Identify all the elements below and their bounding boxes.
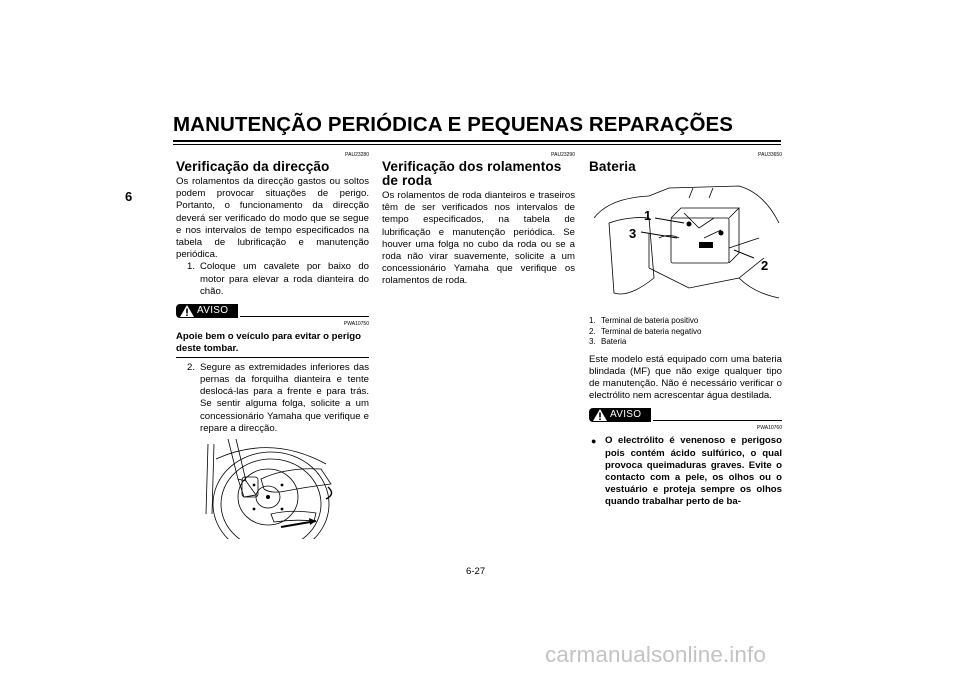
caption-number: 2. [589,326,596,336]
step-item [176,261,369,298]
section-code: PAU33650 [758,152,782,158]
section-text: Os rolamentos de roda dianteiros e traseiros têm de ser verificados nos intervalos de tempo especificados, na tabela de lubrificação e manutenção periódica. Se houver uma folga no cubo da roda ou se a roda não virar suavemente, solicite a um concessionário Yamaha que verifique os rolamentos de roda. [382,190,575,287]
battery-section [589,150,782,509]
warning-code: PWA10760 [756,425,782,432]
warning-text: Apoie bem o veículo para evitar o perigo deste tombar. [176,331,361,355]
caption-item [589,316,782,327]
page-number: 6-27 [466,566,486,577]
section-heading: Verificação dos rolamentos de roda [382,159,562,188]
section-code: PAU23290 [551,152,575,158]
callout-label: 3 [629,226,637,241]
warning-rule [653,420,782,421]
front-wheel-figure [176,439,369,539]
chapter-number: 6 [125,189,133,204]
warning-triangle-icon [593,409,607,421]
section-heading: Bateria [589,159,636,174]
step-text: Coloque um cavalete por baixo do motor para elevar a roda dianteira do chão. [200,261,369,297]
caption-text: Terminal de bateria positivo [601,316,699,325]
header-rule [173,140,781,142]
warning-bullet [589,435,782,508]
caption-item [589,327,782,338]
figure-caption [589,316,782,348]
battery-figure [589,178,782,308]
warning-header [176,304,369,318]
warning-header [589,408,782,422]
step-text: Segure as extremidades inferiores das pernas da forquilha dianteira e tente deslocá-las para a frente e para trás. Se sentir alguma folga, solicite a um concessionário Yamaha que verifique e repare a direcção. [200,361,369,434]
callout-label: 2 [761,258,769,273]
section-text: Este modelo está equipado com uma bateria blindada (MF) que não exige qualquer tipo de manutenção. Não é necessário verificar o electrólito nem acrescentar água destilada. [589,353,782,402]
warning-badge [589,408,651,422]
section-heading: Verificação da direcção [176,159,330,174]
page-header-title: MANUTENÇÃO PERIÓDICA E PEQUENAS REPARAÇÕES [173,113,734,136]
section-code: PAU23280 [345,152,369,158]
warning-label: AVISO [197,305,229,317]
warning-rule [240,316,369,317]
caption-item [589,337,782,348]
caption-number: 3. [589,337,596,346]
step-item [176,362,369,435]
callout-label: 1 [644,208,652,223]
warning-triangle-icon [180,305,194,317]
bullet-icon: ● [591,436,597,447]
front-wheel-illustration [176,439,369,543]
warning-badge [176,304,238,318]
warning-text: O electrólito é venenoso e perigoso pois contém ácido sulfúrico, o qual provoca queimaduras graves. Evite o contacto com a pele, os olhos ou o vestuário e proteja sempre os olhos quando trabalhar perto de ba- [605,435,782,508]
caption-text: Bateria [601,337,627,346]
battery-illustration [589,178,782,308]
warning-code: PWA10750 [343,321,369,328]
warning-end-rule [176,357,369,358]
warning-label: AVISO [610,409,642,421]
watermark: carmanualsonline.info [545,642,766,667]
caption-number: 1. [589,316,596,325]
step-number: 1. [186,261,195,273]
header-rule-thin [173,144,781,145]
caption-text: Terminal de bateria negativo [601,326,702,336]
wheel-bearings-section [382,150,575,288]
section-intro: Os rolamentos da direcção gastos ou soltos podem provocar situações de perigo. Portanto, o funcionamento da direcção deverá ser verificado do modo que se segue e nos intervalos de tempo especificados na tabela de lubrificação e manutenção periódica. [176,176,369,261]
steering-section [176,150,369,543]
step-number: 2. [186,361,195,373]
